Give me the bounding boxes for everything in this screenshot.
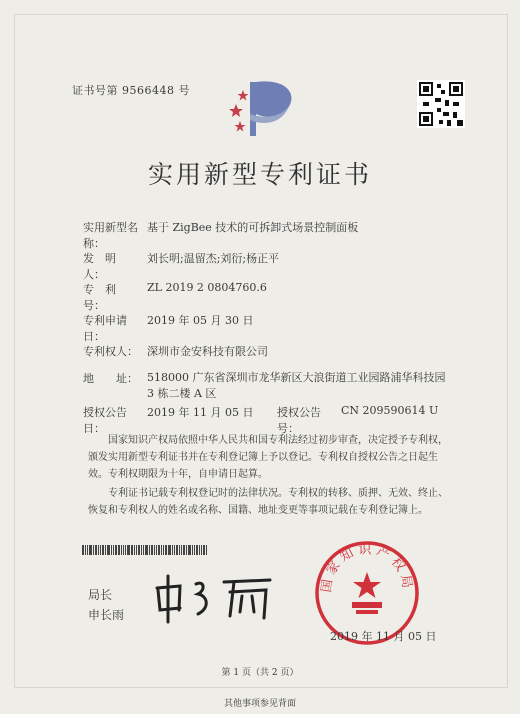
barcode-bar xyxy=(201,545,202,555)
field-label: 授权公告日： xyxy=(83,406,127,435)
barcode-bar xyxy=(111,545,112,555)
field-inventors xyxy=(83,250,279,282)
barcode-bar xyxy=(158,545,160,555)
qr-code xyxy=(417,80,465,128)
barcode-bar xyxy=(163,545,164,555)
field-label: 实用新型名称： xyxy=(83,221,138,250)
field-value: 518000 广东省深圳市龙华新区大浪街道工业园路浦华科技园 3 栋二楼 A 区 xyxy=(147,371,446,400)
director-title: 局长 xyxy=(88,588,113,602)
barcode-bar xyxy=(203,545,205,555)
barcode-bar xyxy=(168,545,171,555)
barcode-bar xyxy=(127,545,130,555)
field-value: 深圳市金安科技有限公司 xyxy=(147,345,268,358)
field-label: 专利申请日： xyxy=(83,314,127,343)
barcode-bar xyxy=(188,545,191,555)
barcode-bar xyxy=(176,545,178,555)
barcode-bar xyxy=(161,545,162,555)
barcode-bar xyxy=(149,545,150,555)
barcode-bar xyxy=(121,545,122,555)
barcode-bar xyxy=(115,545,117,555)
barcode-bar xyxy=(123,545,124,555)
barcode-bar xyxy=(89,545,92,555)
field-value: CN 209590614 U xyxy=(341,404,439,417)
barcode-bar xyxy=(181,545,182,555)
field-label: 发 明 人： xyxy=(83,252,127,281)
barcode-bar xyxy=(136,545,137,555)
legal-paragraph-2: 专利证书记载专利权登记时的法律状况。专利权的转移、质押、无效、终止、恢复和专利权人的姓名或名称、国籍、地址变更等事项记载在专利登记簿上。 xyxy=(88,488,448,516)
barcode-bar xyxy=(131,545,133,555)
barcode-bar xyxy=(107,545,110,555)
legal-paragraph-1: 国家知识产权局依照中华人民共和国专利法经过初步审查，决定授予专利权，颁发实用新型专利证书并在专利登记簿上予以登记。专利权自授权公告之日起生效。专利权期限为十年，自申请日起算。 xyxy=(88,435,448,480)
certificate-number xyxy=(72,82,190,98)
field-patentee xyxy=(83,343,268,359)
certificate-title: 实用新型专利证书 xyxy=(147,160,372,189)
barcode-bar xyxy=(125,545,126,555)
certificate-number-value: 9566448 xyxy=(122,84,175,97)
barcode-bar xyxy=(82,545,84,555)
barcode-bar xyxy=(151,545,153,555)
barcode-bar xyxy=(98,545,99,555)
barcode-bar xyxy=(85,545,86,555)
barcode-bar xyxy=(105,545,106,555)
field-address xyxy=(83,370,447,402)
barcode-bar xyxy=(95,545,97,555)
field-value: 2019 年 11 月 05 日 xyxy=(147,406,254,419)
barcode-bar xyxy=(102,545,104,555)
field-value: 2019 年 05 月 30 日 xyxy=(147,314,254,327)
barcode-bar xyxy=(145,545,148,555)
barcode-bar xyxy=(118,545,120,555)
certificate-number-suffix: 号 xyxy=(178,84,190,97)
certificate-number-label: 证书号第 xyxy=(72,84,118,97)
barcode-bar xyxy=(199,545,200,555)
field-value: 基于 ZigBee 技术的可拆卸式场景控制面板 xyxy=(147,221,359,234)
page-footer: 其他事项参见背面 xyxy=(223,699,296,709)
barcode-bar xyxy=(192,545,193,555)
barcode-bar xyxy=(194,545,195,555)
barcode-bar xyxy=(183,545,185,555)
barcode-bar xyxy=(93,545,94,555)
page-number: 第 1 页（共 2 页） xyxy=(221,668,299,678)
field-value: ZL 2019 2 0804760.6 xyxy=(147,281,267,294)
barcode-bar xyxy=(113,545,114,555)
barcode-bar xyxy=(138,545,140,555)
field-label: 专利权人： xyxy=(83,345,138,358)
barcode-bar xyxy=(206,545,207,555)
barcode-bar xyxy=(156,545,157,555)
barcode-bar xyxy=(100,545,101,555)
director-name: 申长雨 xyxy=(88,608,125,622)
field-value: 刘长明;温留杰;刘衍;杨正平 xyxy=(147,252,280,265)
field-label: 专 利 号： xyxy=(83,283,127,312)
seal-date: 2019 年 11 月 05 日 xyxy=(330,630,437,643)
barcode-bar xyxy=(172,545,173,555)
barcode-bar xyxy=(196,545,198,555)
field-patent-number xyxy=(83,281,267,313)
field-label: 授权公告号： xyxy=(277,406,321,435)
barcode-bar xyxy=(179,545,180,555)
barcode-bar xyxy=(87,545,88,555)
patent-office-logo xyxy=(228,76,298,142)
director-block xyxy=(88,585,124,625)
barcode-bar xyxy=(174,545,175,555)
barcode-bar xyxy=(186,545,187,555)
seal-text: 国家知识产权局 xyxy=(319,542,415,594)
barcode-bar xyxy=(141,545,142,555)
field-application-date xyxy=(83,312,253,344)
barcode-bar xyxy=(154,545,155,555)
field-label: 地 址： xyxy=(83,372,138,385)
barcode-bar xyxy=(165,545,167,555)
barcode-bar xyxy=(143,545,144,555)
barcode xyxy=(82,545,240,555)
field-utility-model-name xyxy=(83,219,358,251)
handwritten-signature xyxy=(152,566,282,626)
barcode-bar xyxy=(134,545,135,555)
